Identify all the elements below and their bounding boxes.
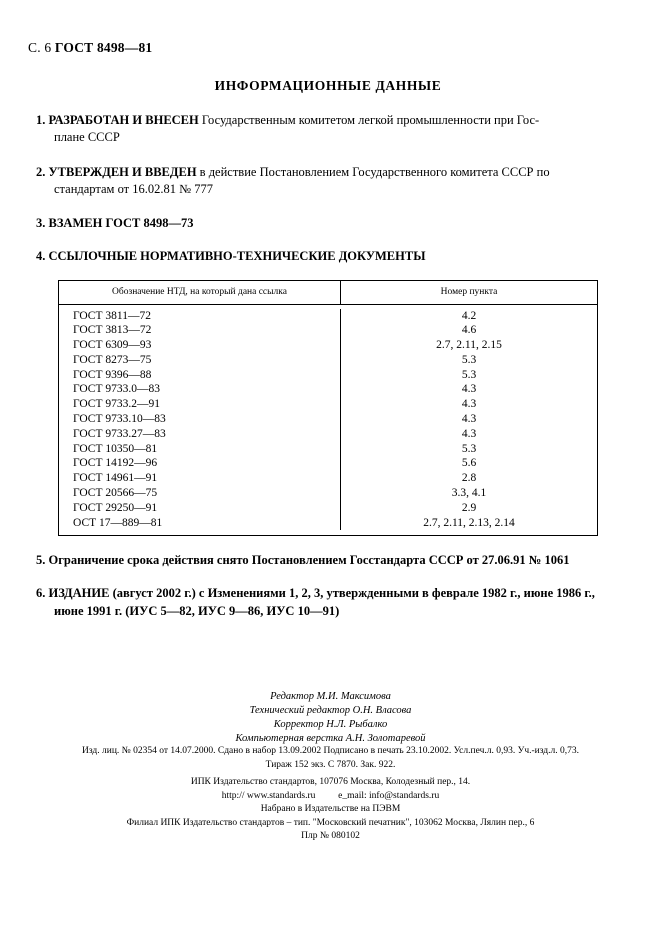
layout-label: Компьютерная верстка	[235, 733, 344, 744]
tech-editor-label: Технический редактор	[249, 705, 350, 716]
cell-item: 4.2	[461, 309, 477, 322]
page-header	[28, 40, 628, 56]
clause-1	[28, 112, 628, 146]
clause-1-text: Государственным комитетом легкой промышленности при Гос-	[201, 113, 540, 127]
cell-item: 2.7, 2.11, 2.15	[436, 339, 502, 352]
cell-item: 4.3	[461, 413, 477, 426]
table-row	[59, 501, 597, 516]
publisher-license: Плр № 080102	[301, 831, 360, 841]
cell-item: 4.3	[461, 383, 477, 396]
clause-2-number: 2.	[36, 164, 46, 179]
editor-line	[0, 690, 661, 704]
table-header-item: Номер пункта	[440, 286, 498, 297]
table-row	[59, 323, 597, 338]
cell-item: 3.3, 4.1	[451, 487, 487, 500]
cell-doc: ГОСТ 6309—93	[59, 338, 341, 353]
clause-3	[28, 216, 628, 231]
clause-6-line2: июне 1991 г. (ИУС 5—82, ИУС 9—86, ИУС 10—91)	[54, 603, 340, 618]
publisher-typeset: Набрано в Издательстве на ПЭВМ	[260, 804, 401, 814]
corrector-label: Корректор	[273, 719, 324, 730]
table-row	[59, 353, 597, 368]
clause-5: 5. Ограничение срока действия снято Постановлением Госстандарта СССР от 27.06.91 № 1061	[36, 553, 570, 568]
cell-doc: ГОСТ 9396—88	[59, 368, 341, 383]
cell-doc: ГОСТ 8273—75	[59, 353, 341, 368]
cell-doc: ГОСТ 9733.0—83	[59, 382, 341, 397]
table-body	[58, 305, 598, 537]
cell-item: 2.9	[461, 501, 477, 514]
cell-doc: ГОСТ 10350—81	[59, 442, 341, 457]
cell-item: 5.3	[461, 353, 477, 366]
table-row	[59, 397, 597, 412]
table-row	[59, 427, 597, 442]
clause-4	[28, 249, 628, 264]
table-row	[59, 516, 597, 536]
cell-doc: ГОСТ 3813—72	[59, 323, 341, 338]
publisher-address: ИПК Издательство стандартов, 107076 Москва, Колодезный пер., 14.	[190, 777, 471, 787]
cell-doc: ГОСТ 9733.10—83	[59, 412, 341, 427]
reference-table	[58, 280, 598, 537]
cell-item: 5.6	[461, 457, 477, 470]
imprint-line-1: Изд. лиц. № 02354 от 14.07.2000. Сдано в набор 13.09.2002 Подписано в печать 23.10.2002. Усл.печ.л. 0,93. Уч.-изд.л. 0,73.	[81, 746, 580, 756]
cell-item: 2.7, 2.11, 2.13, 2.14	[423, 516, 515, 529]
layout-name: А.Н. Золотаревой	[345, 733, 426, 744]
table-row	[59, 412, 597, 427]
corrector-name: Н.Л. Рыбалко	[326, 719, 388, 730]
cell-doc: ГОСТ 20566—75	[59, 486, 341, 501]
cell-item: 2.8	[461, 472, 477, 485]
cell-item: 4.3	[461, 398, 477, 411]
clause-2-text-line2: стандартам от 16.02.81 № 777	[54, 181, 213, 196]
clause-2-lead: УТВЕРЖДЕН И ВВЕДЕН	[48, 164, 197, 179]
editor-label: Редактор	[270, 691, 315, 702]
clause-3-lead: ВЗАМЕН ГОСТ 8498—73	[48, 215, 194, 230]
clause-6-line1: 6. ИЗДАНИЕ (август 2002 г.) с Изменениями 1, 2, 3, утвержденными в феврале 1982 г., июне 1986 г.,	[36, 586, 595, 601]
imprint-line-2: Тираж 152 экз. С 7870. Зак. 922.	[265, 760, 396, 770]
cell-doc: ОСТ 17—889—81	[59, 516, 341, 531]
clause-1-lead: РАЗРАБОТАН И ВНЕСЕН	[48, 113, 199, 127]
table-row	[59, 382, 597, 397]
cell-item: 5.3	[461, 442, 477, 455]
publisher-website[interactable]: http:// www.standards.ru	[221, 790, 316, 801]
table-row	[59, 471, 597, 486]
publisher-contacts	[0, 790, 661, 804]
publisher-email[interactable]: e_mail: info@standards.ru	[338, 790, 440, 801]
clause-4-number: 4.	[36, 248, 46, 263]
cell-doc: ГОСТ 14192—96	[59, 456, 341, 471]
clause-1-number: 1.	[36, 113, 46, 127]
clause-2-text: в действие Постановлением Государственного комитета СССР по	[199, 164, 550, 179]
cell-item: 4.3	[461, 427, 477, 440]
imprint	[0, 744, 661, 772]
table-row	[59, 486, 597, 501]
cell-doc: ГОСТ 14961—91	[59, 471, 341, 486]
publisher-branch: Филиал ИПК Издательство стандартов – тип. "Московский печатник", 103062 Москва, Лялин пер., 6	[126, 817, 535, 828]
clause-3-number: 3.	[36, 215, 46, 230]
corrector-line	[0, 718, 661, 732]
cell-item: 5.3	[461, 368, 477, 381]
page-content	[28, 40, 628, 620]
cell-doc: ГОСТ 9733.27—83	[59, 427, 341, 442]
cell-item: 4.6	[461, 324, 477, 337]
page-number: С. 6	[28, 40, 52, 55]
table-row	[59, 368, 597, 383]
tech-editor-line	[0, 704, 661, 718]
clause-4-lead: ССЫЛОЧНЫЕ НОРМАТИВНО-ТЕХНИЧЕСКИЕ ДОКУМЕНТЫ	[48, 248, 426, 263]
clause-2	[28, 164, 628, 198]
table-row	[59, 338, 597, 353]
table-row	[59, 456, 597, 471]
editor-name: М.И. Максимова	[316, 691, 391, 702]
table-row	[59, 442, 597, 457]
cell-doc: ГОСТ 9733.2—91	[59, 397, 341, 412]
document-title: ИНФОРМАЦИОННЫЕ ДАННЫЕ	[214, 78, 442, 93]
table-header-doc: Обозначение НТД, на который дана ссылка	[59, 281, 341, 304]
standard-designation: ГОСТ 8498—81	[54, 40, 153, 55]
colophon	[0, 690, 661, 746]
clause-6	[28, 585, 628, 620]
cell-doc: ГОСТ 3811—72	[59, 309, 341, 324]
cell-doc: ГОСТ 29250—91	[59, 501, 341, 516]
tech-editor-name: О.Н. Власова	[352, 705, 412, 716]
publisher-block	[0, 776, 661, 844]
table-row	[59, 305, 597, 324]
clause-1-text-line2: плане СССР	[54, 129, 120, 144]
